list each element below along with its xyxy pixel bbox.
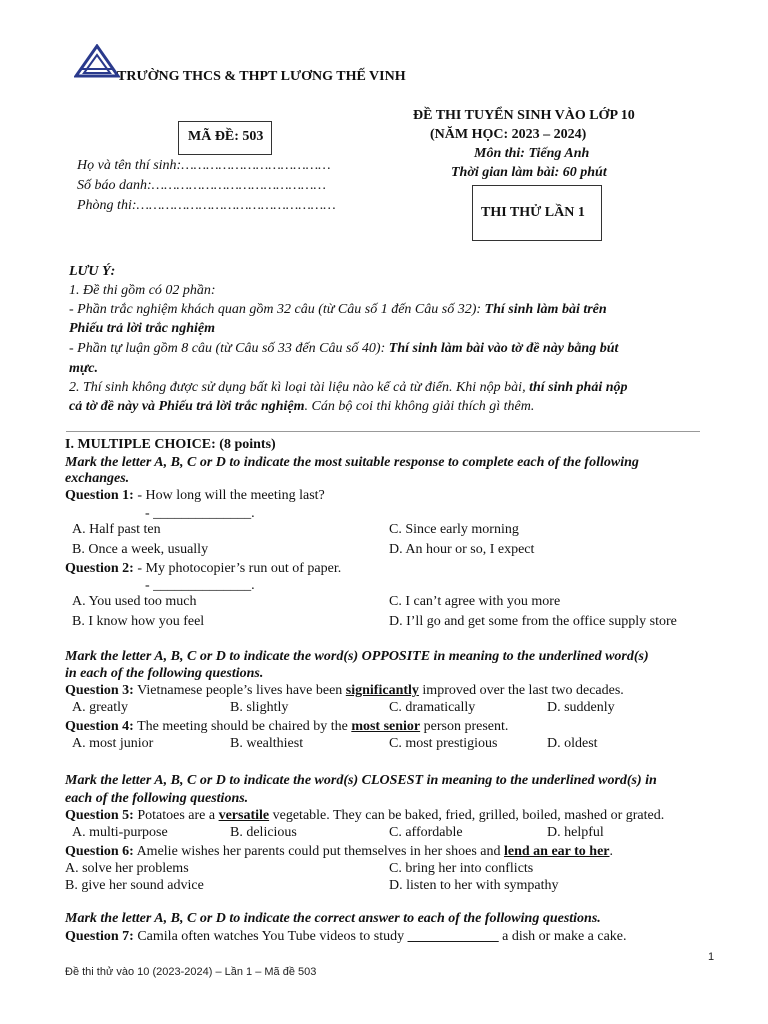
q5-option-a[interactable]: A. multi-purpose [72, 825, 168, 840]
note-3-cont: mực. [69, 361, 98, 376]
exam-title: ĐỀ THI TUYỂN SINH VÀO LỚP 10 [413, 108, 635, 123]
question-2-text: - My photocopier’s run out of paper. [133, 561, 342, 576]
question-6-underlined: lend an ear to her [503, 844, 610, 859]
question-5-underlined: versatile [218, 808, 270, 823]
candidate-id-line: Số báo danh:…………………………………… [77, 178, 326, 193]
page-number: 1 [708, 951, 715, 963]
candidate-name-line: Họ và tên thí sinh:……………………………… [77, 158, 331, 173]
question-4-post: person present. [420, 719, 509, 734]
duration: Thời gian làm bài: 60 phút [451, 165, 607, 180]
question-5-post: vegetable. They can be baked, fried, grilled, boiled, mashed or grated. [269, 808, 665, 823]
q3-option-b[interactable]: B. slightly [230, 700, 289, 715]
question-7-post: a dish or make a cake. [498, 929, 627, 944]
note-4 [69, 379, 628, 396]
footer-text: Đề thi thử vào 10 (2023-2024) – Lần 1 – Mã đề 503 [65, 966, 317, 978]
exam-room-line: Phòng thi:………………………………………… [77, 198, 336, 213]
q2-option-c[interactable]: C. I can’t agree with you more [389, 594, 561, 609]
note-3 [69, 340, 618, 357]
note-2-cont: Phiếu trả lời trắc nghiệm [69, 321, 215, 336]
question-3-post: improved over the last two decades. [418, 683, 624, 698]
q3-option-d[interactable]: D. suddenly [547, 700, 615, 715]
question-1-text: - How long will the meeting last? [133, 488, 325, 503]
school-logo-icon [74, 44, 120, 78]
q6-option-b[interactable]: B. give her sound advice [65, 878, 204, 893]
question-5-pre: Potatoes are a [133, 808, 219, 823]
instruction-3: Mark the letter A, B, C or D to indicate the word(s) CLOSEST in meaning to the underlined word(s) in [65, 773, 657, 788]
question-5 [65, 807, 664, 824]
q5-option-b[interactable]: B. delicious [230, 825, 297, 840]
question-3 [65, 682, 624, 699]
q3-option-c[interactable]: C. dramatically [389, 700, 476, 715]
q4-option-d[interactable]: D. oldest [547, 736, 598, 751]
subject: Môn thi: Tiếng Anh [474, 146, 590, 161]
question-1-blank: - ______________. [145, 506, 255, 521]
question-4-label: Question 4: [65, 719, 134, 734]
note-3-text: - Phần tự luận gồm 8 câu (từ Câu số 33 đến Câu số 40): [69, 341, 389, 356]
question-7-pre: Camila often watches You Tube videos to study [133, 929, 408, 944]
q6-option-a[interactable]: A. solve her problems [65, 861, 189, 876]
note-2-text: - Phần trắc nghiệm khách quan gồm 32 câu (từ Câu số 1 đến Câu số 32): [69, 302, 485, 317]
instruction-2-cont: in each of the following questions. [65, 666, 264, 681]
note-4-text: 2. Thí sinh không được sử dụng bất kì loại tài liệu nào kể cả từ điển. Khi nộp bài, [69, 380, 530, 395]
question-7-label: Question 7: [65, 929, 134, 944]
q1-option-a[interactable]: A. Half past ten [72, 522, 161, 537]
question-7-blank: _____________ [407, 929, 499, 944]
question-1 [65, 487, 325, 504]
q4-option-c[interactable]: C. most prestigious [389, 736, 498, 751]
note-4-emph: thí sinh phải nộp [529, 380, 628, 395]
question-2-blank: - ______________. [145, 578, 255, 593]
question-6-pre: Amelie wishes her parents could put themselves in her shoes and [133, 844, 504, 859]
note-4-emph-2: cả tờ đề này và Phiếu trả lời trắc nghiệm [69, 399, 305, 414]
q2-option-d[interactable]: D. I’ll go and get some from the office supply store [389, 614, 677, 629]
note-4-end: . Cán bộ coi thi không giải thích gì thêm. [304, 399, 535, 414]
notes-heading: LƯU Ý: [69, 264, 116, 279]
question-2-label: Question 2: [65, 561, 134, 576]
question-3-label: Question 3: [65, 683, 134, 698]
instruction-1: Mark the letter A, B, C or D to indicate the most suitable response to complete each of the following [65, 455, 639, 470]
instruction-1-cont: exchanges. [65, 471, 130, 486]
question-4-underlined: most senior [351, 719, 421, 734]
q3-option-a[interactable]: A. greatly [72, 700, 128, 715]
q1-option-c[interactable]: C. Since early morning [389, 522, 519, 537]
instruction-3-cont: each of the following questions. [65, 791, 249, 806]
note-4-cont [69, 398, 534, 415]
q5-option-d[interactable]: D. helpful [547, 825, 604, 840]
q4-option-a[interactable]: A. most junior [72, 736, 154, 751]
q2-option-b[interactable]: B. I know how you feel [72, 614, 205, 629]
question-2 [65, 560, 341, 577]
question-3-underlined: significantly [345, 683, 419, 698]
note-1: 1. Đề thi gồm có 02 phần: [69, 283, 216, 298]
school-name: TRƯỜNG THCS & THPT LƯƠNG THẾ VINH [117, 69, 406, 84]
note-2 [69, 301, 607, 318]
divider [66, 431, 700, 432]
q4-option-b[interactable]: B. wealthiest [230, 736, 304, 751]
question-6-label: Question 6: [65, 844, 134, 859]
question-5-label: Question 5: [65, 808, 134, 823]
q6-option-c[interactable]: C. bring her into conflicts [389, 861, 534, 876]
trial-label: THI THỬ LẦN 1 [481, 205, 585, 220]
school-year: (NĂM HỌC: 2023 – 2024) [430, 127, 587, 142]
section-title: I. MULTIPLE CHOICE: (8 points) [65, 437, 276, 452]
question-7 [65, 928, 627, 945]
question-4 [65, 718, 508, 735]
question-6-post: . [609, 844, 613, 859]
q1-option-b[interactable]: B. Once a week, usually [72, 542, 209, 557]
question-4-pre: The meeting should be chaired by the [133, 719, 352, 734]
instruction-4: Mark the letter A, B, C or D to indicate the correct answer to each of the following questions. [65, 911, 601, 926]
question-6 [65, 843, 613, 860]
note-3-emph: Thí sinh làm bài vào tờ đề này bằng bút [388, 341, 619, 356]
note-2-emph: Thí sinh làm bài trên [484, 302, 607, 317]
question-3-pre: Vietnamese people’s lives have been [133, 683, 346, 698]
q2-option-a[interactable]: A. You used too much [72, 594, 197, 609]
instruction-2: Mark the letter A, B, C or D to indicate the word(s) OPPOSITE in meaning to the underlined word(s) [65, 649, 649, 664]
q6-option-d[interactable]: D. listen to her with sympathy [389, 878, 559, 893]
exam-code: MÃ ĐỀ: 503 [188, 129, 264, 144]
question-1-label: Question 1: [65, 488, 134, 503]
q1-option-d[interactable]: D. An hour or so, I expect [389, 542, 535, 557]
q5-option-c[interactable]: C. affordable [389, 825, 463, 840]
